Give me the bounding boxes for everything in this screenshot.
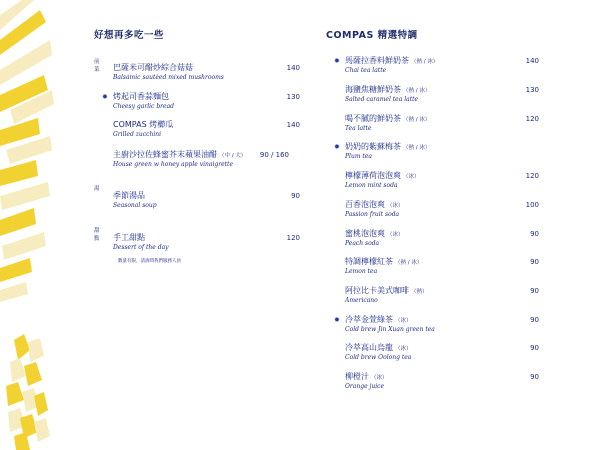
item-english-name: Chai tea latte	[345, 67, 387, 74]
item-temp-tag: （熱 / 冰）	[403, 145, 431, 151]
featured-star-icon: ✹	[102, 93, 108, 101]
item-english-name: Lemon mint soda	[345, 182, 398, 189]
item-english-name: Seasonal soup	[113, 202, 157, 209]
item-name: 主廚沙拉佐蜂蜜芥末蘋果油醋 （中 / 大）	[113, 150, 247, 159]
item-price: 130	[286, 93, 300, 101]
item-price: 120	[525, 172, 539, 180]
item-english-name: Lemon tea	[345, 268, 378, 275]
item-name: 奶奶的紫蘇梅茶 （熱 / 冰）	[345, 142, 431, 151]
item-price: 90	[530, 344, 539, 352]
item-name: 阿拉比卡美式咖啡 （熱）	[345, 286, 428, 295]
item-price: 90	[530, 316, 539, 324]
item-english-name: Americano	[345, 297, 378, 304]
item-name: 海鹽焦糖鮮奶茶 （熱 / 冰）	[345, 85, 431, 94]
ribbon-pattern-decoration	[0, 0, 60, 450]
item-name: 蜜桃泡泡爽 （冰）	[345, 229, 404, 238]
item-name: 烤起司香蒜麵包	[113, 92, 169, 101]
item-temp-tag: （冰）	[387, 232, 404, 238]
item-name: 季節湯品	[113, 191, 145, 200]
item-english-name: Salted caramel tea latte	[345, 96, 419, 103]
item-name: 柳橙汁 （冰）	[345, 372, 388, 381]
item-name: 巴薩米可醋炒綜合菇菇	[113, 63, 193, 72]
item-temp-tag: （冰）	[387, 203, 404, 209]
item-temp-tag: （熱 / 冰）	[403, 117, 431, 123]
item-english-name: House green w honey apple vinaigrette	[113, 161, 233, 168]
left-section-title: 好想再多吃一些	[94, 30, 165, 41]
item-temp-tag: （冰）	[371, 375, 388, 381]
item-english-name: Cold brew Jin Xuan green tea	[345, 326, 435, 333]
item-temp-tag: （冰）	[395, 318, 412, 324]
item-price: 100	[525, 201, 539, 209]
item-english-name: Cheesy garlic bread	[113, 103, 175, 110]
item-name: 冷萃高山烏龍 （冰）	[345, 343, 412, 352]
item-size-tag: （中 / 大）	[219, 153, 247, 159]
item-price: 90	[530, 230, 539, 238]
item-name: 喝不膩的鮮奶茶 （熱 / 冰）	[345, 114, 431, 123]
featured-star-icon: ✹	[334, 316, 340, 324]
item-name: 手工甜點	[113, 233, 145, 242]
item-temp-tag: （熱）	[411, 289, 428, 295]
right-section-title: COMPAS 精選特調	[326, 30, 418, 41]
item-english-name: Passion fruit soda	[345, 211, 400, 218]
item-price: 140	[286, 64, 300, 72]
item-english-name: Grilled zucchini	[113, 131, 162, 138]
item-name: 百香泡泡爽 （冰）	[345, 200, 404, 209]
ribbon-group-top	[0, 0, 54, 302]
item-price: 90	[530, 258, 539, 266]
item-price: 140	[525, 57, 539, 65]
item-temp-tag: （冰）	[403, 174, 420, 180]
item-english-name: Orange juice	[345, 383, 385, 390]
item-name: 檸檬薄荷泡泡爽 （冰）	[345, 171, 420, 180]
featured-star-icon: ✹	[334, 57, 340, 65]
item-temp-tag: （熱 / 冰）	[411, 59, 439, 65]
item-temp-tag: （熱 / 冰）	[403, 88, 431, 94]
item-english-name: Plum tea	[345, 153, 372, 160]
item-english-name: Tea latte	[345, 125, 372, 132]
item-name: 馬薩拉香料鮮奶茶 （熱 / 冰）	[345, 56, 439, 65]
item-name: 特調檸檬紅茶 （熱 / 冰）	[345, 257, 423, 266]
item-price: 120	[286, 234, 300, 242]
category-label-dessert: 甜點	[94, 228, 100, 242]
item-english-name: Cold brew Oolong tea	[345, 354, 412, 361]
item-price: 90	[530, 287, 539, 295]
item-price: 90 / 160	[259, 151, 289, 159]
category-label-appetizer: 前菜	[94, 59, 100, 73]
item-price: 90	[291, 192, 300, 200]
item-price: 120	[525, 115, 539, 123]
dessert-note: 數量有限，請詢問我們服務人員	[118, 259, 181, 264]
item-price: 90	[530, 373, 539, 381]
item-temp-tag: （熱 / 冰）	[395, 260, 423, 266]
item-name: COMPAS 烤櫛瓜	[113, 120, 174, 129]
category-label-soup: 湯	[94, 186, 100, 192]
item-price: 130	[525, 86, 539, 94]
item-english-name: Dessert of the day	[113, 244, 169, 251]
ribbon-group-bottom	[6, 334, 50, 450]
item-price: 140	[286, 121, 300, 129]
item-temp-tag: （冰）	[395, 346, 412, 352]
item-english-name: Balsamic sautéed mixed mushrooms	[113, 74, 224, 81]
item-name: 冷萃金萱綠茶 （冰）	[345, 315, 412, 324]
item-english-name: Peach soda	[345, 240, 380, 247]
featured-star-icon: ✹	[334, 143, 340, 151]
